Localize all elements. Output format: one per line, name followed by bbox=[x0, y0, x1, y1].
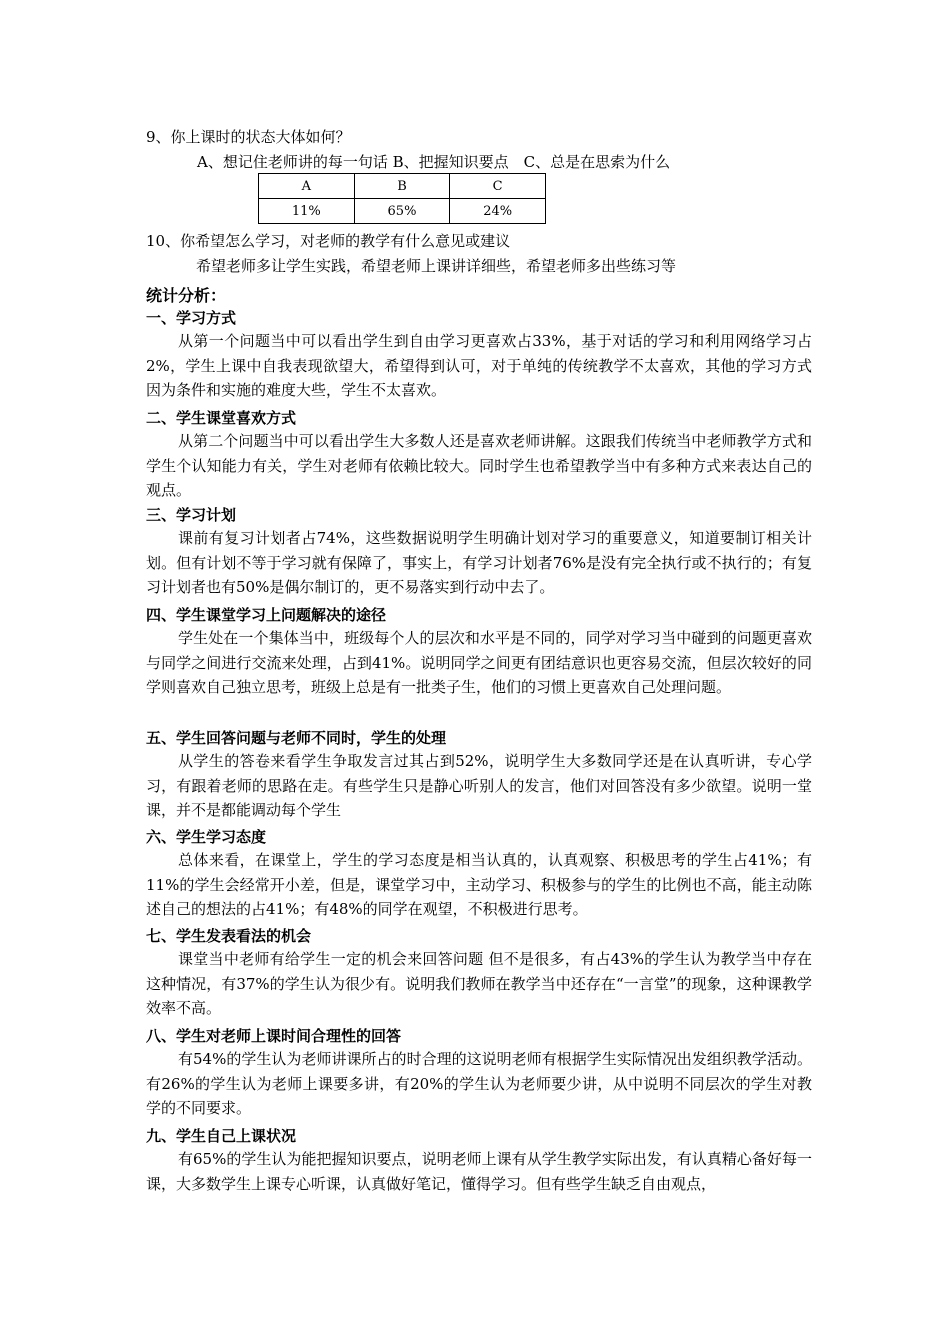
question-9-options: A、想记住老师讲的每一句话 B、把握知识要点 C、总是在思索为什么 bbox=[197, 153, 671, 171]
question-9-result-table bbox=[258, 173, 546, 224]
section-heading: 八、学生对老师上课时间合理性的回答 bbox=[146, 1027, 402, 1045]
section-body: 有54%的学生认为老师讲课所占的时合理的这说明老师有根据学生实际情况出发组织教学活动。有26%的学生认为老师上课要多讲，有20%的学生认为老师要少讲，从中说明不同层次的学生对教学的不同要求。 bbox=[146, 1050, 812, 1117]
section-heading: 五、学生回答问题与老师不同时，学生的处理 bbox=[146, 729, 447, 747]
section-heading: 七、学生发表看法的机会 bbox=[146, 927, 312, 945]
section-class-preference bbox=[146, 407, 812, 503]
table-header-cell: A bbox=[259, 174, 355, 199]
section-heading: 六、学生学习态度 bbox=[146, 828, 267, 846]
section-heading: 二、学生课堂喜欢方式 bbox=[146, 409, 297, 427]
question-10-answer: 希望老师多让学生实践，希望老师上课讲详细些，希望老师多出些练习等 bbox=[196, 257, 677, 275]
section-expression-opportunity bbox=[146, 925, 812, 1021]
section-body: 课堂当中老师有给学生一定的机会来回答问题 但不是很多，有占43%的学生认为教学当中存在这种情况，有37%的学生认为很少有。说明我们教师在教学当中还存在“一言堂”的现象，这种课教学效率不高。 bbox=[146, 950, 812, 1017]
table-row bbox=[259, 199, 546, 224]
section-body: 课前有复习计划者占74%，这些数据说明学生明确计划对学习的重要意义，知道要制订相关计划。但有计划不等于学习就有保障了，事实上，有学习计划者76%是没有完全执行或不执行的；有复习计划者也有50%是偶尔制订的，更不易落实到行动中去了。 bbox=[146, 529, 812, 596]
question-10: 10、你希望怎么学习，对老师的教学有什么意见或建议 bbox=[146, 232, 511, 250]
section-lecture-time bbox=[146, 1025, 812, 1121]
table-cell: 65% bbox=[354, 199, 450, 224]
table-header-cell: B bbox=[354, 174, 450, 199]
section-body: 总体来看，在课堂上，学生的学习态度是相当认真的，认真观察、积极思考的学生占41%；有11%的学生会经常开小差，但是，课堂学习中，主动学习、积极参与的学生的比例也不高，能主动陈述自己的想法的占41%；有48%的同学在观望，不积极进行思考。 bbox=[146, 851, 812, 918]
section-heading: 一、学习方式 bbox=[146, 309, 237, 327]
analysis-title: 统计分析： bbox=[146, 286, 227, 305]
table-cell: 24% bbox=[450, 199, 546, 224]
section-learning-attitude bbox=[146, 826, 812, 922]
section-body: 学生处在一个集体当中，班级每个人的层次和水平是不同的，同学对学习当中碰到的问题更喜欢与同学之间进行交流来处理，占到41%。说明同学之间更有团结意识也更容易交流，但层次较好的同学则喜欢自己独立思考，班级上总是有一批类子生，他们的习惯上更喜欢自己处理问题。 bbox=[146, 629, 812, 696]
section-heading: 三、学习计划 bbox=[146, 506, 237, 524]
table-header-row bbox=[259, 174, 546, 199]
section-problem-solving bbox=[146, 604, 812, 700]
section-class-status bbox=[146, 1125, 812, 1196]
section-body: 从第二个问题当中可以看出学生大多数人还是喜欢老师讲解。这跟我们传统当中老师教学方式和学生个认知能力有关，学生对老师有依赖比较大。同时学生也希望教学当中有多种方式来表达自己的观点。 bbox=[146, 432, 812, 499]
section-body: 有65%的学生认为能把握知识要点，说明老师上课有从学生教学实际出发，有认真精心备好每一课，大多数学生上课专心听课，认真做好笔记，懂得学习。但有些学生缺乏自由观点， bbox=[146, 1150, 812, 1193]
section-heading: 九、学生自己上课状况 bbox=[146, 1127, 297, 1145]
section-body: 从学生的答卷来看学生争取发言过其占到52%，说明学生大多数同学还是在认真听讲，专心学习，有跟着老师的思路在走。有些学生只是静心听别人的发言，他们对回答没有多少欲望。说明一堂课，并不是都能调动每个学生 bbox=[146, 752, 812, 819]
section-learning-method bbox=[146, 307, 812, 403]
table-cell: 11% bbox=[259, 199, 355, 224]
section-study-plan bbox=[146, 504, 812, 600]
section-answer-differences bbox=[146, 727, 812, 823]
section-heading: 四、学生课堂学习上问题解决的途径 bbox=[146, 606, 387, 624]
section-body: 从第一个问题当中可以看出学生到自由学习更喜欢占33%，基于对话的学习和利用网络学习占2%，学生上课中自我表现欲望大，希望得到认可，对于单纯的传统教学不太喜欢，其他的学习方式因为条件和实施的难度大些，学生不太喜欢。 bbox=[146, 332, 812, 399]
table-header-cell: C bbox=[450, 174, 546, 199]
question-9: 9、你上课时的状态大体如何？ bbox=[146, 128, 351, 146]
